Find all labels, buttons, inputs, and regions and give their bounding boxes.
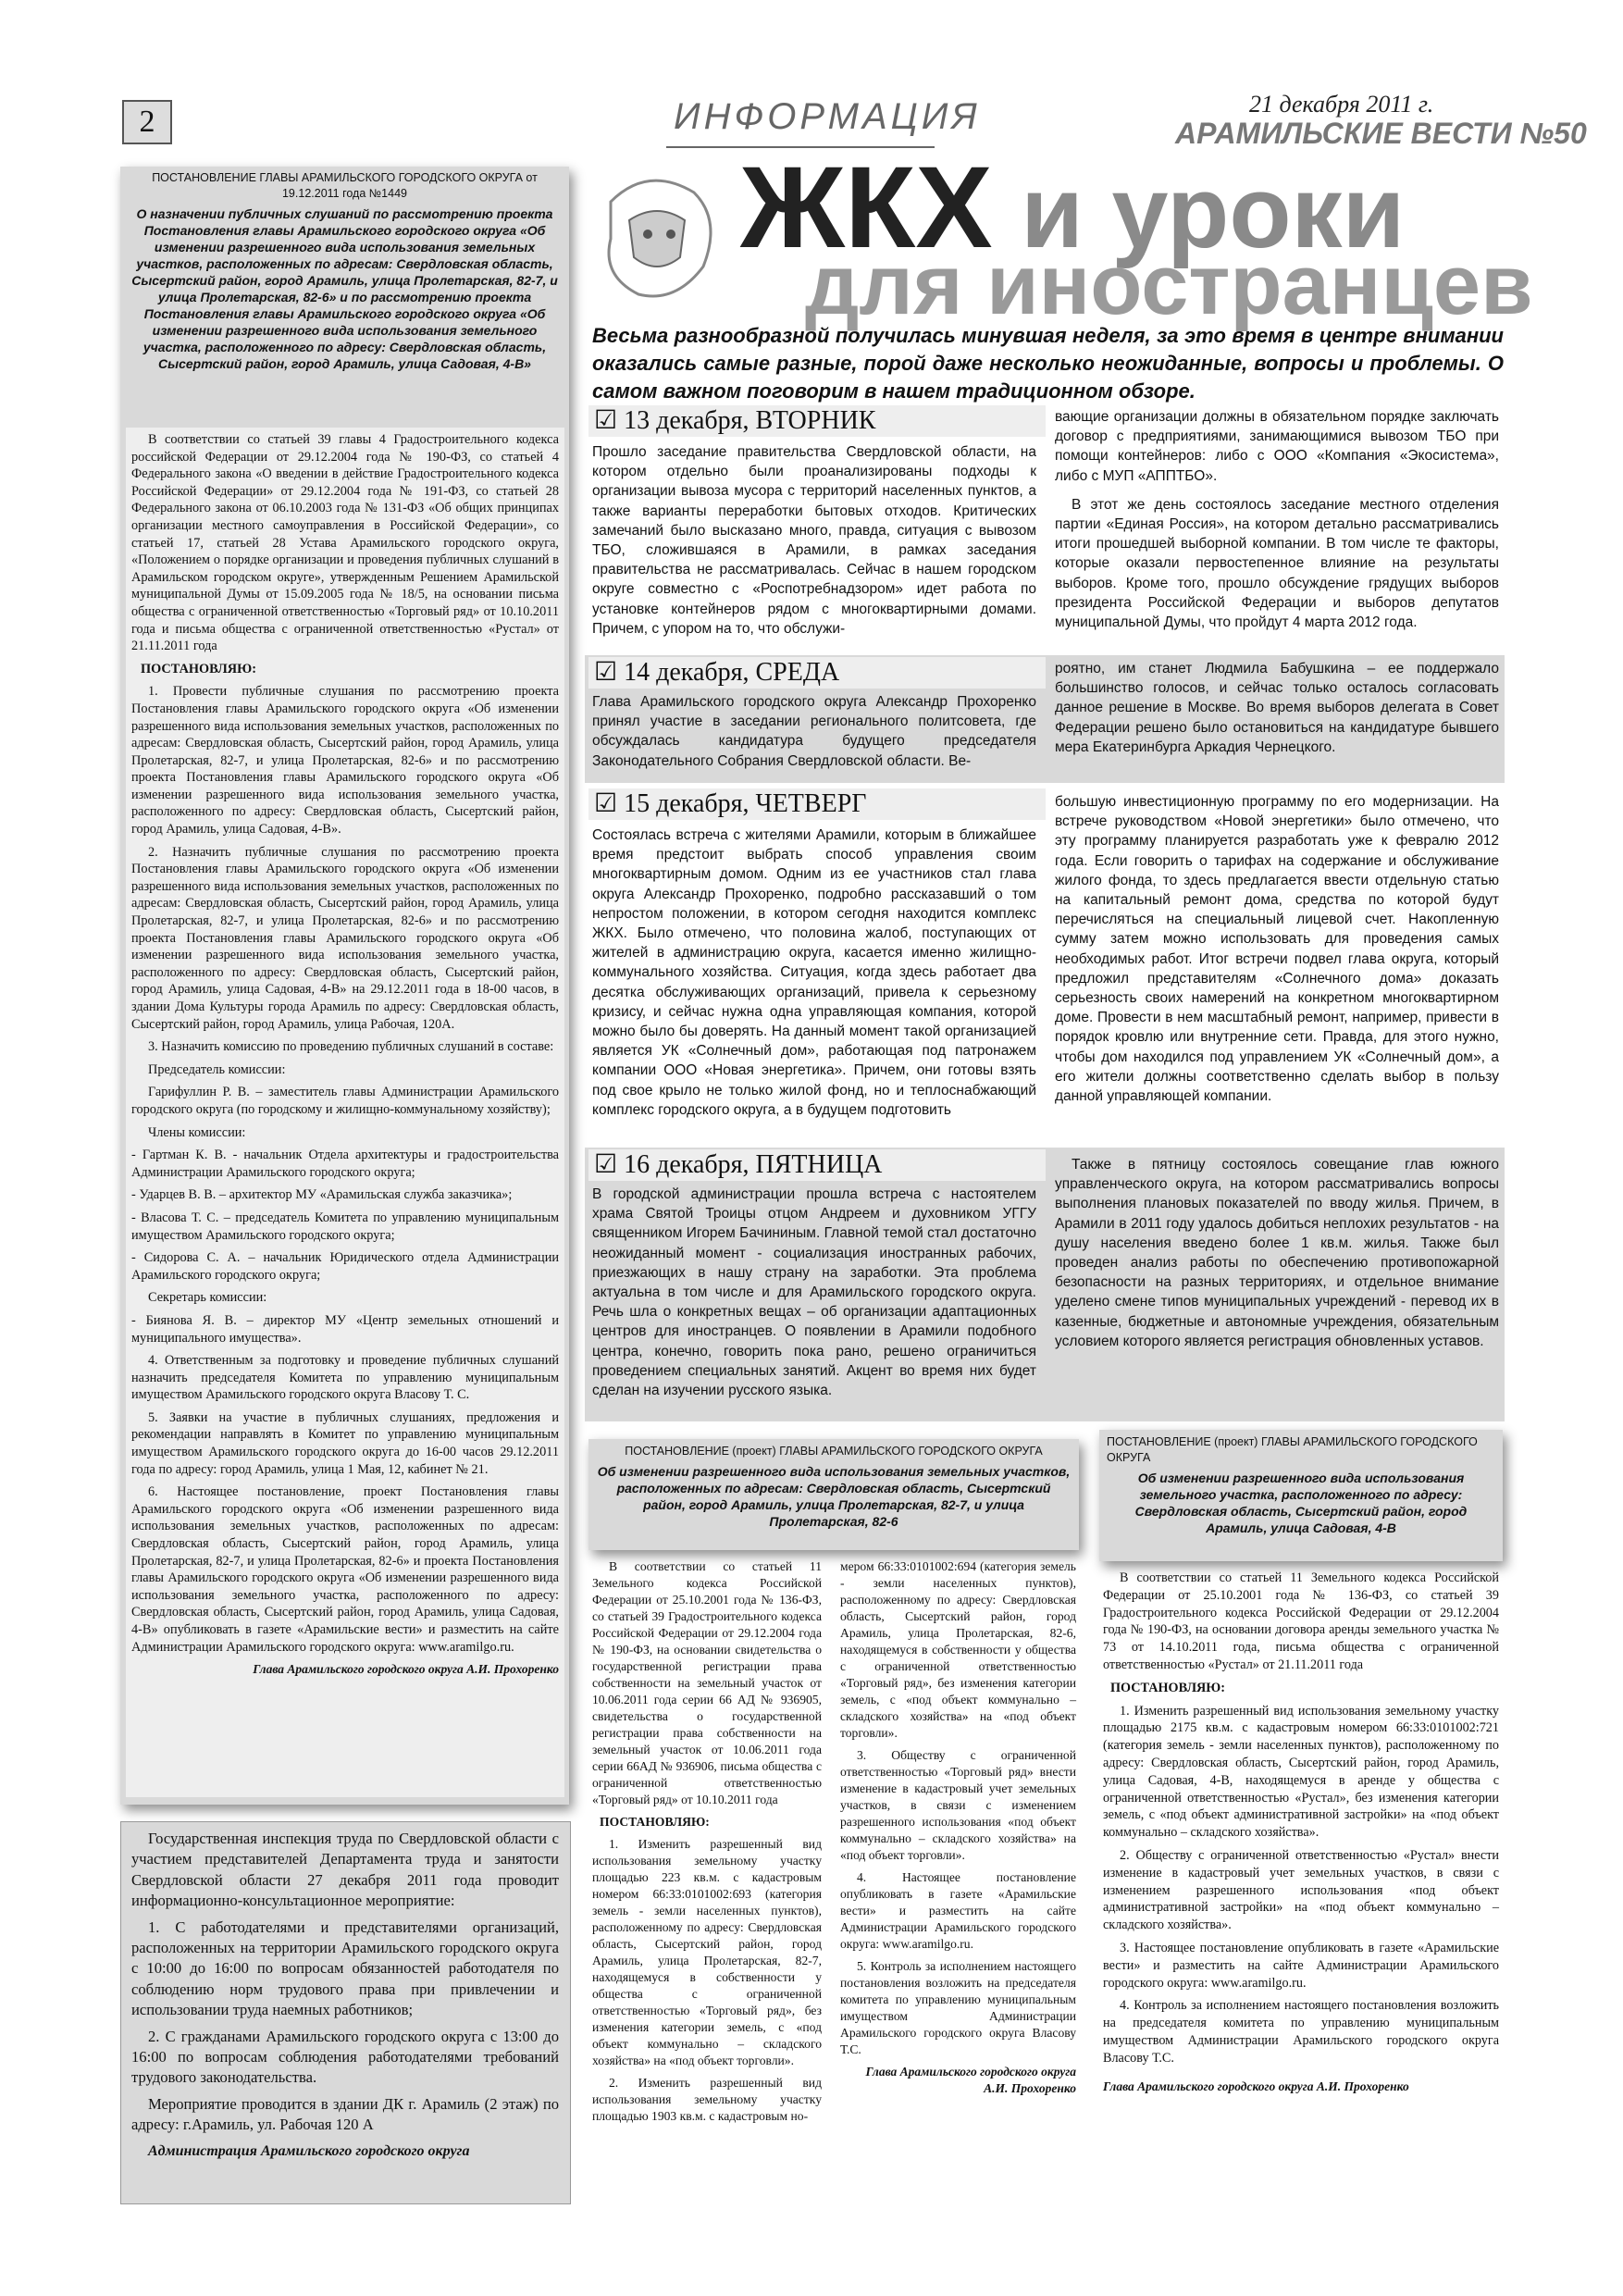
decree-left-member-2: - Ударцев В. В. – архитектор МУ «Арамильская служба заказчика»;: [131, 1187, 513, 1203]
decree-right-intro: В соответствии со статьей 11 Земельного кодекса Российской Федерации от 25.10.2001 года № 136-ФЗ, со статьей 39 Градостроительного кодекса Российской Федерации от 29.12.2004 года № 190-ФЗ, на основании договора аренды земельного участка № 73 от 14.10.2011 года, письма общества с ограниченной ответственностью «Рустал» от 21.11.2011 года: [1103, 1570, 1499, 1672]
decree-left-p1: 1. Провести публичные слушания по рассмотрению проекта Постановления главы Арамильского городского округа «Об изменении разрешенного вида использования земельных участков, расположенных по адресам: Свердловская область, Сысертский район, город Арамиль, улица Пролетарская, 82-7, и улица Пролетарская, 82-6» и по рассмотрению проекта Постановления главы Арамильского городского округа «Об изменении разрешенного вида использования земельного участка, расположенного по адресу: Свердловская область, Сысертский район, город Арамиль, улица Садовая, 4-В».: [131, 684, 559, 838]
decree-right-header: [1107, 1434, 1495, 1536]
day-tuesday-left: Прошло заседание правительства Свердловской области, на котором отдельно были проанализированы подходы к организации вывоза мусора с территорий населенных пунктов, а также варианты переработки бытовых отходов. Критических замечаний было высказано много, правда, ситуация с вывозом ТБО, сложившаяся в Арамили, в рамках заседания правительства не рассматривалась. Сейчас в нашем городском округе совместно с «Роспотребнадзором» идет работа по установке контейнеров рядом с многоквартирными домами. Причем, с упором на то, что обслужи-: [592, 444, 1036, 637]
day-heading-thursday: ☑ 15 декабря, ЧЕТВЕРГ: [588, 788, 1046, 820]
decree-left-member-1: - Гартман К. В. - начальник Отдела архитектуры и градостроительства Администрации Арамильского городского округа;: [131, 1148, 559, 1180]
decree-left-body: [131, 431, 559, 1684]
day-friday-right: Также в пятницу состоялось совещание глав южного управленческого округа, на котором рассматривались вопросы выполнения плановых показателей по вводу жилья. Причем, в Арамили в 2011 году удалось добиться неплохих результатов - на душу населения введено более 1 кв.м. жилья. Также был проведен анализ работы по обеспечению противопожарной безопасности на разных территориях, и отдельное внимание уделено смене типов муниципальных учреждений - перевод их в казенные, бюджетные и автономные учреждения, обязательным условием которого является регистрация обновленных уставов.: [1055, 1157, 1499, 1349]
decree-left-p3: 3. Назначить комиссию по проведению публичных слушаний в составе:: [148, 1039, 554, 1055]
decree-right-p4: 4. Контроль за исполнением настоящего постановления возложить на председателя комитета по управлению муниципальным имуществом Администрации Арамильского городского округа Власову Т.С.: [1103, 1998, 1499, 2066]
decree-left-title: ПОСТАНОВЛЕНИЕ ГЛАВЫ АРАМИЛЬСКОГО ГОРОДСКОГО ОКРУГА от 19.12.2011 года №1449: [152, 171, 538, 200]
decree-mid-subtitle: Об изменении разрешенного вида использования земельных участков, расположенных по адресам: Свердловская область, Сысертский район, город Арамиль, улица Пролетарская, 82-7, и улица Пролетарская, 82-6: [597, 1464, 1071, 1529]
day-thursday-right: большую инвестиционную программу по его модернизации. На встрече руководством «Новой энергетики» было отмечено, что эту программу планируется разработать уже к февралю 2012 года. Если говорить о тарифах на содержание и обслуживание жилого фонда, то здесь предлагается ввести отдельную статью на капитальный ремонт дома, средства по которой будут перечисляться на специальный лицевой счет. Накопленную сумму затем можно использовать для проведения самых необходимых работ. Итог встречи подвел глава округа, который предложил представителям «Солнечного дома» доказать серьезность своих намерений на конкретном многоквартирном доме. Провести в нем масштабный ремонт, например, привести в порядок кровлю или внутренние сети. Правда, для этого нужно, чтобы дом находился под управлением УК «Солнечный дом», а его жители должны соответственно сделать выбор в пользу данной управляющей компании.: [1055, 794, 1499, 1105]
decree-mid-signature: Глава Арамильского городского округа А.И. Прохоренко: [865, 2065, 1076, 2095]
decree-right-p3: 3. Настоящее постановление опубликовать в газете «Арамильские вести» и разместить на сайте Администрации Арамильского городского округа: www.aramilgo.ru.: [1103, 1940, 1499, 1991]
decree-mid-p2-end: мером 66:33:0101002:694 (категория земель - земли населенных пунктов), расположенному по адресу: Свердловская область, Сысертский район, город Арамиль, улица Пролетарская, 82-6, находящемуся в собственности у общества с ограниченной ответственностью «Торговый ряд», без изменения категории земель, с «под объект коммунально – складского хозяйства» на «под объект торговли».: [840, 1559, 1076, 1740]
decree-right-body: [1103, 1570, 1499, 2101]
issue-date: 21 декабря 2011 г.: [1249, 91, 1434, 118]
labor-notice-signature: Администрация Арамильского городского округа: [148, 2142, 470, 2159]
newspaper-name: АРАМИЛЬСКИЕ ВЕСТИ №50: [1175, 117, 1587, 150]
decree-mid-title: ПОСТАНОВЛЕНИЕ (проект) ГЛАВЫ АРАМИЛЬСКОГО ГОРОДСКОГО ОКРУГА: [625, 1445, 1043, 1458]
article-title-part2: и уроки: [1021, 155, 1406, 269]
article-title-part1: ЖКХ: [740, 143, 993, 272]
article-title-line2: для иностранцев: [805, 238, 1533, 332]
decree-left-p6: 6. Настоящее постановление, проект Постановления главы Арамильского городского округа «Об изменении разрешенного вида использования земельных участков, расположенных по адресам: Свердловская область, Сысертский район, город Арамиль, улица Пролетарская, 82-7, и улица Пролетарская, 82-6» и проекта Постановления главы Арамильского городского округа «Об изменении разрешенного вида использования земельного участка, расположенного по адресу: Свердловская область, Сысертский район, город Арамиль, улица Садовая, 4-В» опубликовать в газете «Арамильские вести» и разместить на сайте Администрации Арамильского городского округа: www.aramilgo.ru.: [131, 1484, 559, 1655]
decree-mid-intro: В соответствии со статьей 11 Земельного кодекса Российской Федерации от 25.10.2001 года № 136-ФЗ, со статьей 39 Градостроительного кодекса Российской Федерации от 29.12.2004 года № 190-ФЗ, на основании свидетельства о государственной регистрации права собственности на земельный участок от 10.06.2011 года серии 66 АД № 936905, свидетельства о государственной регистрации права собственности на земельный участок от 10.06.2011 года серии 66АД № 936906, письма общества с ограниченной ответственностью «Торговый ряд» от 10.10.2011 года: [592, 1559, 822, 1806]
decree-mid-p4: 4. Настоящее постановление опубликовать в газете «Арамильские вести» и разместить на сайте Администрации Арамильского городского округа: www.aramilgo.ru.: [840, 1870, 1076, 1951]
decree-right-subtitle: Об изменении разрешенного вида использования земельного участка, расположенного по адресу: Свердловская область, Сысертский район, город Арамиль, улица Садовая, 4-В: [1134, 1471, 1468, 1535]
decree-mid-p2-start: 2. Изменить разрешенный вид использования земельному участку площадью 1903 кв.м. с кадастровым но-: [592, 2076, 822, 2123]
decree-left-p5: 5. Заявки на участие в публичных слушаниях, предложения и рекомендации направлять в Комитет по управлению муниципальным имуществом Арамильского городского округа до 16-00 часов 29.12.2011 года по адресу: город Арамиль, улица 1 Мая, 12, кабинет № 21.: [131, 1409, 559, 1477]
day-heading-friday: ☑ 16 декабря, ПЯТНИЦА: [588, 1149, 1046, 1181]
decree-left-subtitle: О назначении публичных слушаний по рассмотрению проекта Постановления главы Арамильского городского округа «Об изменении разрешенного вида использования земельных участков, расположенных по адресам: Свердловская область, Сысертский район, город Арамиль, улица Пролетарская, 82-7, и улица Пролетарская, 82-6» и по рассмотрению проекта Постановления главы Арамильского городского округа «Об изменении разрешенного вида использования земельного участка, расположенного по адресу: Свердловская область, Сысертский район, город Арамиль, улица Садовая, 4-В»: [131, 206, 558, 371]
day-tuesday-right-p2: В этот же день состоялось заседание местного отделения партии «Единая Россия», на котором детально рассматривались итоги прошедшей выборной компании. В том числе те факторы, которые оказали первостепенное влияние на результаты выборов. Кроме того, прошло обсуждение грядущих выборов президента Российской Федерации и выборов депутатов муниципальной Думы, что пройдут 4 марта 2012 года.: [1055, 496, 1499, 631]
labor-notice-p2: 1. С работодателями и представителями организаций, расположенных на территории Арамильского городского округа с 10:00 до 16:00 по вопросам обязанностей работодателя по соблюдению норм трудового права при привлечении и использовании труда наемных работников;: [131, 1917, 559, 2019]
decree-right-signature: Глава Арамильского городского округа А.И. Прохоренко: [1103, 2079, 1409, 2093]
decree-left-header: [130, 170, 560, 372]
decree-left-secretary: - Биянова Я. В. – директор МУ «Центр земельных отношений и муниципального имущества».: [131, 1312, 559, 1346]
day-thursday-left: Состоялась встреча с жителями Арамили, которым в ближайшее время предстоит выбрать способ управления своим многоквартирным домом. Одним из ее участников стал глава округа Александр Прохоренко, подробно рассказавший о том непростом положении, в котором сегодня находится комплекс ЖКХ. Было отмечено, что половина жалоб, поступающих от жителей в администрацию округа, касается именно жилищно-коммунального хозяйства. Ситуация, когда здесь работает два десятка обслуживающих организаций, привела к серьезному кризису, и сейчас нужна одна управляющая компания, которой можно было бы доверять. На данный момент такой организацией является УК «Солнечный дом», работающая под патронажем компании ООО «Новая энергетика». Причем, они готовы взять под свое крыло не только жилой фонд, но и теплоснабжающий комплекс городского округа, а в будущем подготовить: [592, 827, 1036, 1118]
day-tuesday-right: [1055, 407, 1499, 638]
day-heading-tuesday: ☑ 13 декабря, ВТОРНИК: [588, 405, 1046, 437]
decree-left-p4: 4. Ответственным за подготовку и проведение публичных слушаний назначить председателя Комитета по управлению муниципальным имуществом Арамильского городского округа Власову Т. С.: [131, 1353, 559, 1403]
labor-notice-body: [131, 1829, 559, 2167]
decree-left-members-label: Члены комиссии:: [148, 1124, 246, 1140]
decree-left-resolve: ПОСТАНОВЛЯЮ:: [141, 661, 256, 676]
decree-mid-header: [596, 1444, 1072, 1530]
decree-mid-col-b: [840, 1558, 1076, 2103]
decree-right-p2: 2. Обществу с ограниченной ответственностью «Рустал» внести изменение в кадастровый учет земельных участков, в связи с изменением разрешенного использования «под объект административной застройки» на «под объект коммунально – складского хозяйства».: [1103, 1847, 1499, 1933]
decree-left-secretary-label: Секретарь комиссии:: [148, 1290, 267, 1306]
decree-left-p2: 2. Назначить публичные слушания по рассмотрению проекта Постановления главы Арамильского городского округа «Об изменении разрешенного вида использования земельных участков, расположенных по адресам: Свердловская область, Сысертский район, город Арамиль, улица Пролетарская, 82-7, и улица Пролетарская, 82-6» и по рассмотрению проекта Постановления главы Арамильского городского округа «Об изменении разрешенного вида использования земельного участка, расположенного по адресу: Свердловская область, Сысертский район, город Арамиль, улица Садовая, 4-В» на 29.12.2011 года в 18-00 часов, в здании Дома Культуры города Арамиль по адресу: Свердловская область, Сысертский район, город Арамиль, улица Рабочая, 120А.: [131, 844, 559, 1032]
decree-mid-p1: 1. Изменить разрешенный вид использования земельному участку площадью 223 кв.м. с кадастровым номером 66:33:0101002:693 (категория земель - земли населенных пунктов), расположенному по адресу: Свердловская область, Сысертский район, город Арамиль, улица Пролетарская, 82-7, находящемуся в собственности у общества с ограниченной ответственностью «Торговый ряд», без изменения категории земель, с «под объект коммунально – складского хозяйства» на «под объект торговли».: [592, 1837, 822, 2067]
decree-left-intro: В соответствии со статьей 39 главы 4 Градостроительного кодекса российской Федерации от 29.12.2004 года № 190-ФЗ, со статьей 4 Федерального закона «О введении в действие Градостроительного кодекса Российской Федерации» от 29.12.2004 года № 191-ФЗ, со статьей 28 Федерального закона от 06.10.2003 года № 131-ФЗ «Об общих принципах организации местного самоуправления в Российской Федерации», со статьей 17, статьей 28 Устава Арамильского городского округа, «Положением о порядке организации и проведения публичных слушаний в Арамильском городском округе», утвержденным Решением Арамильской муниципальной Думы от 15.09.2005 года № 18/5, на основании письма общества с ограниченной ответственностью «Торговый ряд» от 10.10.2011 года и письма общества с ограниченной ответственностью «Рустал» от 21.11.2011 года: [131, 432, 559, 654]
day-heading-wednesday: ☑ 14 декабря, СРЕДА: [588, 657, 1046, 689]
decree-right-title: ПОСТАНОВЛЕНИЕ (проект) ГЛАВЫ АРАМИЛЬСКОГО ГОРОДСКОГО ОКРУГА: [1107, 1435, 1478, 1464]
decree-mid-col-a: [592, 1558, 822, 2130]
day-friday-left: В городской администрации прошла встреча с настоятелем храма Святой Троицы отцом Андреем и духовником УГГУ священником Игорем Бачининым. Главной темой стал достаточно неожиданный момент - социализация иностранных рабочих, приезжающих в нашу страну на заработки. Эта проблема актуальна в том числе и для Арамильского городского округа. Речь шла о конкретных вещах – об организации адаптационных центров для иностранцев. О появлении в Арамили подобного центра, конечно, говорить пока рано, решено ограничиться проведением специальных занятий. Акцент во время них будет сделан на изучении русского языка.: [592, 1186, 1036, 1399]
decree-mid-p5: 5. Контроль за исполнением настоящего постановления возложить на председателя комитета по управлению муниципальным имуществом Администрации Арамильского городского округа Власову Т.С.: [840, 1959, 1076, 2056]
labor-notice-p3: 2. С гражданами Арамильского городского округа с 13:00 до 16:00 по вопросам соблюдения работодателями требований трудового законодательства.: [131, 2027, 559, 2087]
illustration-icon: [592, 165, 731, 313]
decree-mid-resolve: ПОСТАНОВЛЯЮ:: [600, 1815, 710, 1829]
section-label: ИНФОРМАЦИЯ: [674, 96, 981, 137]
page-number: 2: [122, 100, 172, 144]
article-lead: Весьма разнообразной получилась минувшая неделя, за это время в центре внимании оказались самые разные, порой даже несколько неожиданные, вопросы и проблемы. О самом важном поговорим в нашем традиционном обзоре.: [592, 324, 1504, 403]
day-wednesday-left: Глава Арамильского городского округа Александр Прохоренко принял участие в заседании регионального политсовета, где обсуждалась кандидатура будущего председателя Законодательного Собрания Свердловской области. Ве-: [592, 694, 1036, 769]
decree-right-p1: 1. Изменить разрешенный вид использования земельному участку площадью 2175 кв.м. с кадастровым номером 66:33:0101002:721 (категория земель - земли населенных пунктов), расположенному по адресу: Свердловская область, Сысертский район, город Арамиль, улица Садовая, 4-В, находящемуся в аренде у общества с ограниченной ответственностью «Рустал», без изменения категории земель, с «под объект административной застройки» на «под объект коммунально – складского хозяйства».: [1103, 1703, 1499, 1841]
decree-mid-p3: 3. Обществу с ограниченной ответственностью «Торговый ряд» внести изменение в кадастровый учет земельных участков, в связи с изменением разрешенного использования «под объект коммунально – складского хозяйства» на «под объект торговли».: [840, 1748, 1076, 1862]
decree-right-resolve: ПОСТАНОВЛЯЮ:: [1110, 1680, 1226, 1695]
labor-notice-p4: Мероприятие проводится в здании ДК г. Арамиль (2 этаж) по адресу: г.Арамиль, ул. Рабочая 120 А: [131, 2094, 559, 2134]
decree-left-signature: Глава Арамильского городского округа А.И. Прохоренко: [253, 1662, 559, 1677]
day-wednesday-right: роятно, им станет Людмила Бабушкина – ее поддержало большинство голосов, и сейчас только осталось согласовать данное решение в Москве. Во время выборов делегата в Совет Федерации решено было остановиться на кандидатуре бывшего мера Екатеринбурга Аркадия Чернецкого.: [1055, 661, 1499, 755]
labor-notice-p1: Государственная инспекция труда по Свердловской области с участием представителей Департамента труда и занятости Свердловской области 27 декабря 2011 года проводит информационно-консультационное мероприятие:: [131, 1830, 559, 1910]
decree-left-chair-label: Председатель комиссии:: [148, 1061, 286, 1077]
decree-left-member-3: - Власова Т. С. – председатель Комитета по управлению муниципальным имуществом Арамильского городского округа;: [131, 1210, 559, 1243]
decree-left-member-4: - Сидорова С. А. – начальник Юридического отдела Администрации Арамильского городского округа;: [131, 1250, 559, 1283]
decree-left-chair: Гарифуллин Р. В. – заместитель главы Администрации Арамильского городского округа (по городскому и жилищно-коммунальному хозяйству);: [131, 1085, 559, 1117]
day-tuesday-right-p1: вающие организации должны в обязательном порядке заключать договор с предприятиями, занимающимися вывозом ТБО при помощи контейнеров: либо с ООО «Компания «Экосистема», либо с МУП «АППТБО».: [1055, 409, 1499, 484]
